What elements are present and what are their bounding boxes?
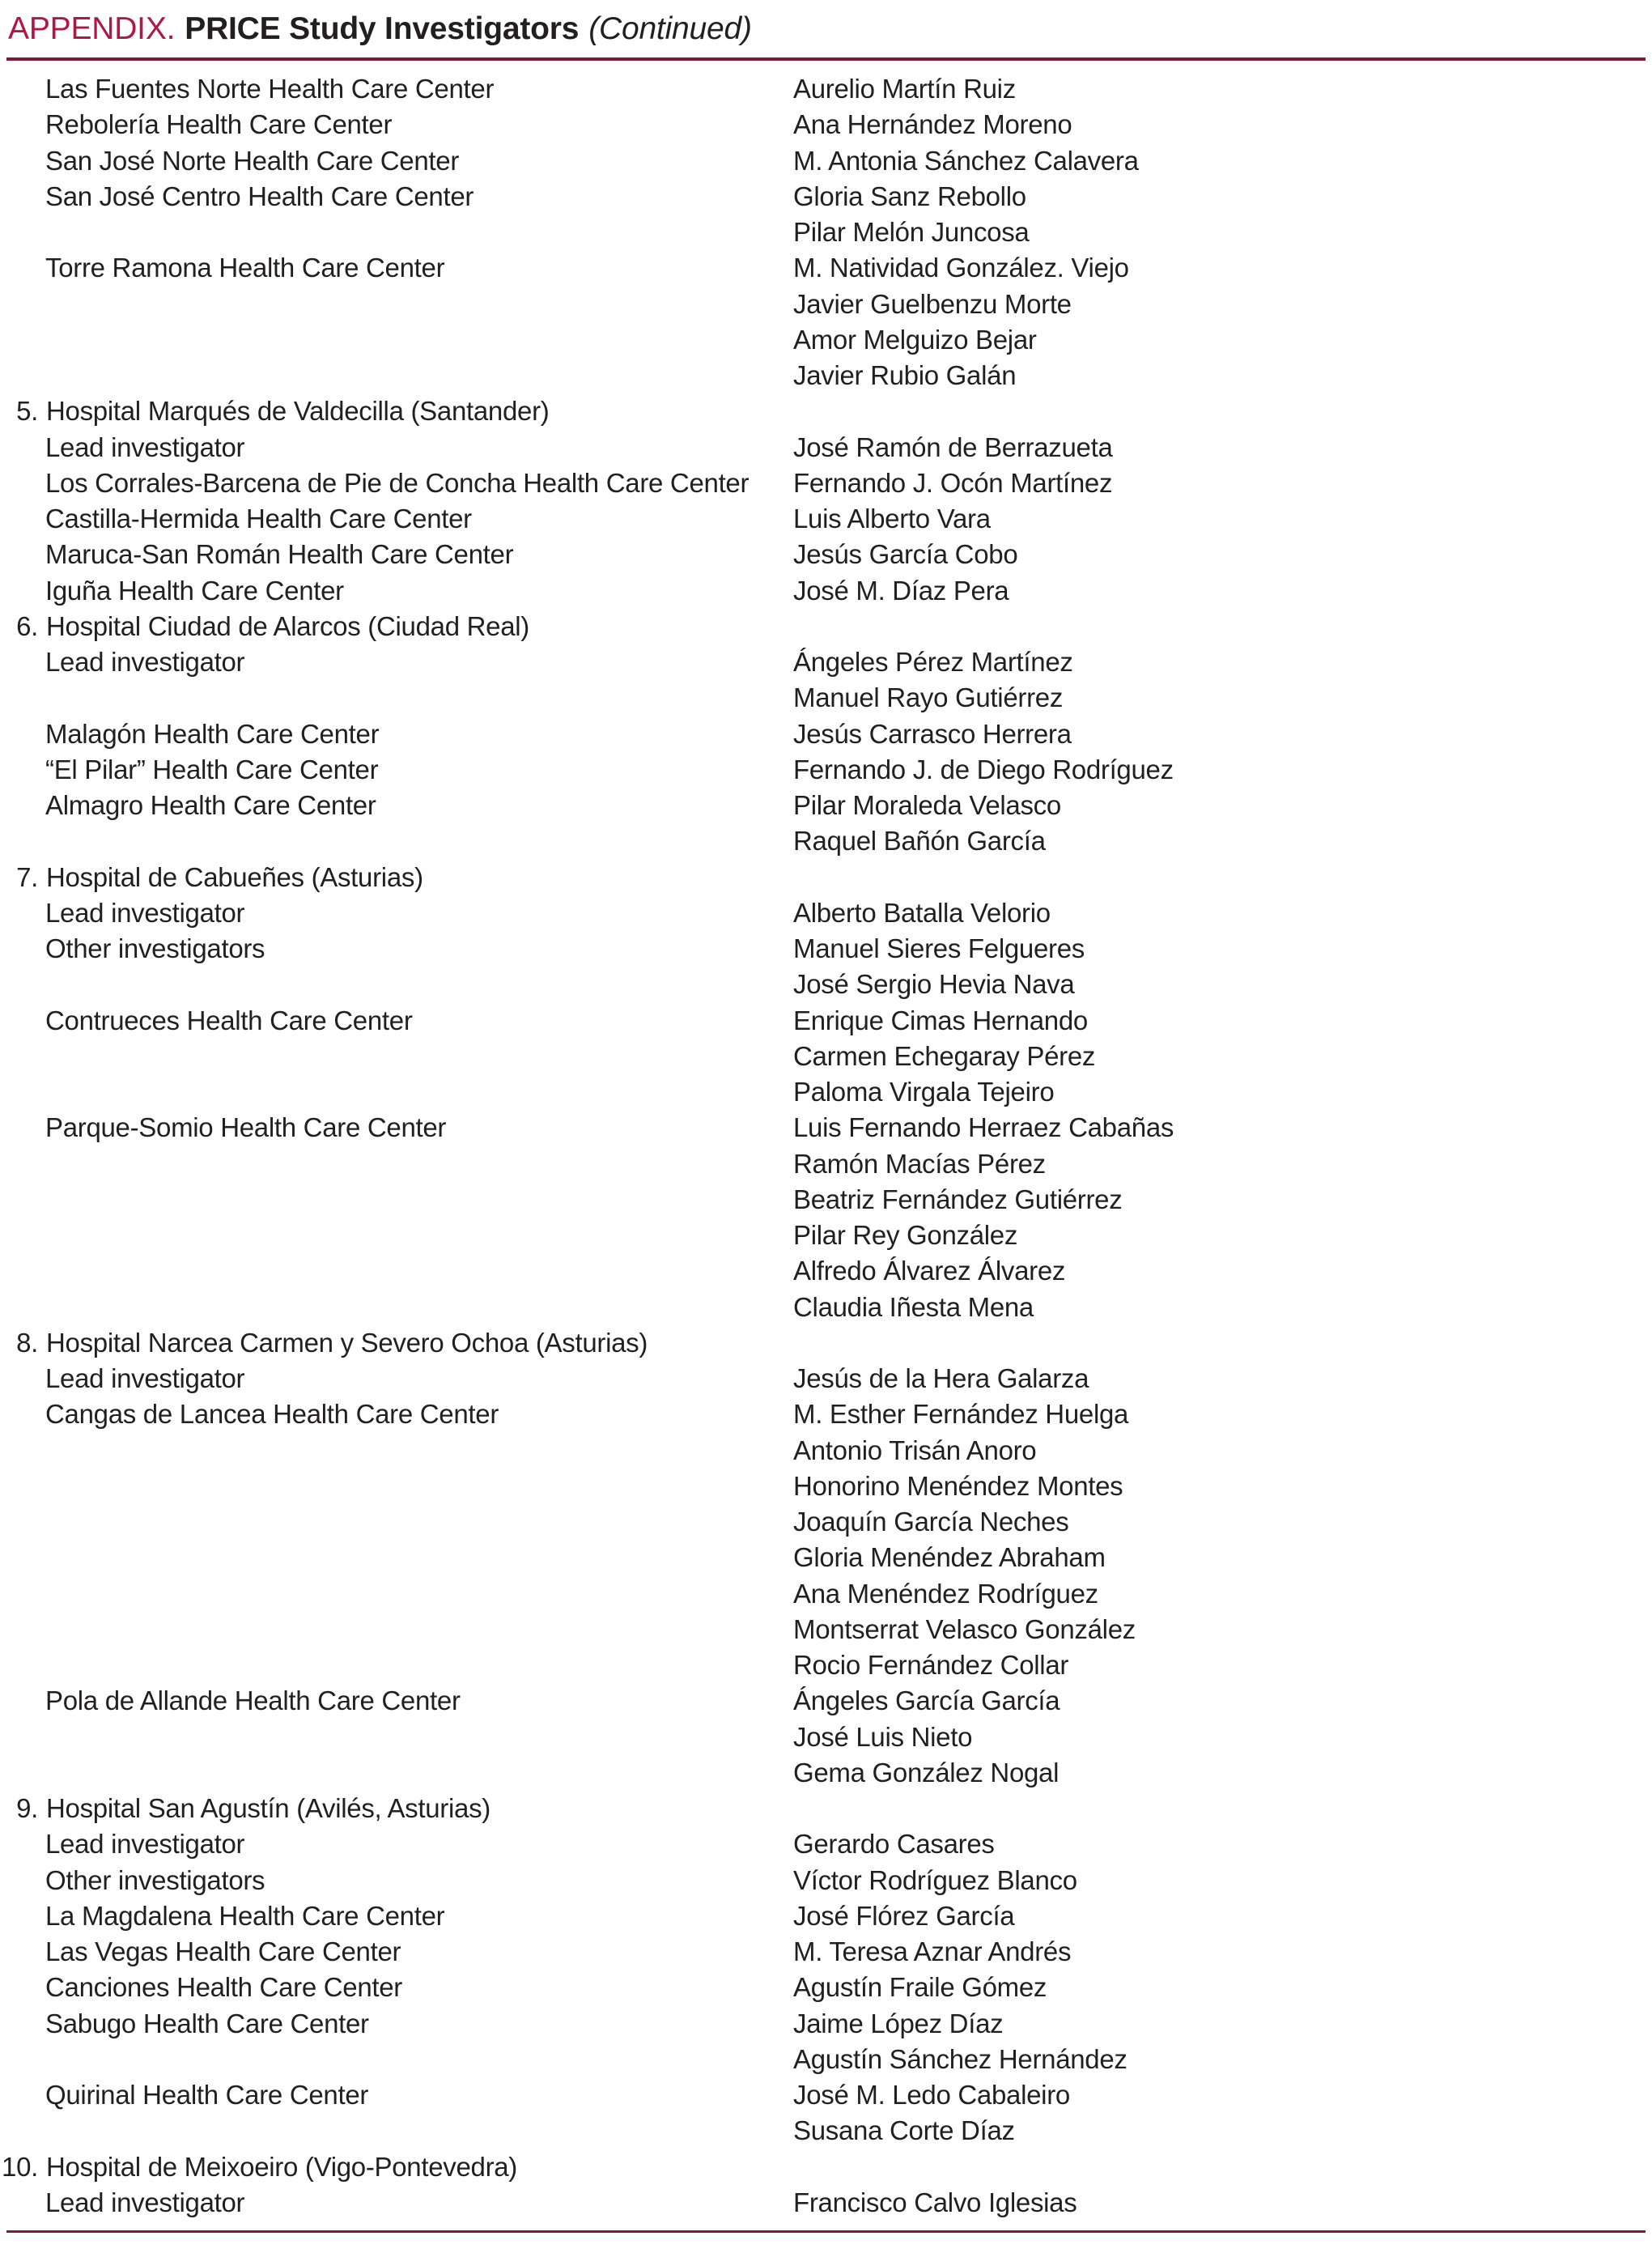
- table-row: [0, 644, 1652, 680]
- center-cell: [0, 2080, 793, 2111]
- table-row: [0, 430, 1652, 465]
- investigator-name: Aurelio Martín Ruiz: [793, 74, 1016, 104]
- section-number: 8.: [16, 1327, 38, 1358]
- center-cell: [0, 504, 793, 534]
- center-label: Sabugo Health Care Center: [45, 2008, 369, 2038]
- table-row: [0, 2149, 1652, 2185]
- center-cell: [0, 253, 793, 283]
- table-row: [0, 1039, 1652, 1074]
- center-cell: [0, 611, 793, 642]
- center-cell: [0, 576, 793, 606]
- table-row: [0, 501, 1652, 537]
- investigator-name: Susana Corte Díaz: [793, 2115, 1015, 2146]
- table-row: [0, 71, 1652, 107]
- table-row: [0, 1791, 1652, 1826]
- table-row: [0, 1074, 1652, 1110]
- center-cell: [0, 181, 793, 212]
- table-row: [0, 680, 1652, 716]
- investigator-name: Amor Melguizo Bejar: [793, 324, 1037, 355]
- table-row: [0, 823, 1652, 859]
- center-label: Lead investigator: [45, 1829, 245, 1860]
- center-label: Lead investigator: [45, 897, 245, 928]
- center-label: Other investigators: [45, 933, 265, 964]
- center-cell: [0, 1901, 793, 1932]
- table-row: [0, 1612, 1652, 1647]
- center-cell: [0, 539, 793, 570]
- appendix-header: [8, 11, 752, 47]
- investigator-name: M. Antonia Sánchez Calavera: [793, 145, 1139, 176]
- table-row: [0, 609, 1652, 644]
- table-row: [0, 716, 1652, 752]
- investigator-name: José Ramón de Berrazueta: [793, 431, 1113, 462]
- center-label: Malagón Health Care Center: [45, 718, 380, 749]
- center-cell: [0, 1865, 793, 1896]
- table-row: [0, 1540, 1652, 1575]
- center-cell: [0, 898, 793, 929]
- table-row: [0, 358, 1652, 393]
- center-cell: [0, 1363, 793, 1394]
- investigator-name: Ana Hernández Moreno: [793, 109, 1072, 140]
- investigator-name: Joaquín García Neches: [793, 1507, 1069, 1537]
- table-row: [0, 1504, 1652, 1540]
- investigator-name: Agustín Fraile Gómez: [793, 1972, 1047, 2003]
- center-cell: [0, 647, 793, 678]
- center-cell: [0, 862, 793, 893]
- center-cell: [0, 1005, 793, 1036]
- center-label: Torre Ramona Health Care Center: [45, 253, 445, 283]
- center-label: San José Norte Health Care Center: [45, 145, 460, 176]
- center-cell: [0, 2187, 793, 2218]
- investigator-name: Luis Alberto Vara: [793, 504, 991, 534]
- investigator-name: Enrique Cimas Hernando: [793, 1005, 1088, 1035]
- table-row: [0, 1934, 1652, 1970]
- center-cell: [0, 468, 793, 499]
- continued-label: (Continued): [588, 11, 752, 46]
- investigator-name: Ángeles Pérez Martínez: [793, 647, 1073, 678]
- investigator-name: Pilar Moraleda Velasco: [793, 790, 1061, 821]
- table-row: [0, 1863, 1652, 1898]
- investigator-name: Víctor Rodríguez Blanco: [793, 1864, 1077, 1895]
- table-row: [0, 1396, 1652, 1432]
- center-cell: [0, 432, 793, 463]
- investigator-name: José M. Díaz Pera: [793, 575, 1009, 606]
- investigator-name: Honorino Menéndez Montes: [793, 1470, 1123, 1501]
- investigator-name: Carmen Echegaray Pérez: [793, 1040, 1096, 1071]
- center-cell: [0, 2009, 793, 2039]
- center-label: Contrueces Health Care Center: [45, 1005, 413, 1035]
- section-number: 5.: [16, 396, 38, 427]
- table-row: [0, 2113, 1652, 2149]
- section-number: 7.: [16, 861, 38, 892]
- table-row: [0, 1469, 1652, 1504]
- center-label: “El Pilar” Health Care Center: [45, 754, 379, 784]
- investigator-name: Montserrat Velasco González: [793, 1613, 1136, 1644]
- investigator-name: Pilar Melón Juncosa: [793, 217, 1030, 248]
- table-row: [0, 1182, 1652, 1218]
- table-row: [0, 788, 1652, 823]
- investigator-name: Ana Menéndez Rodríguez: [793, 1578, 1098, 1609]
- investigator-name: M. Esther Fernández Huelga: [793, 1399, 1129, 1430]
- appendix-label: APPENDIX.: [8, 11, 176, 46]
- investigator-name: Claudia Iñesta Mena: [793, 1291, 1034, 1322]
- table-row: [0, 1576, 1652, 1612]
- center-cell: [0, 1793, 793, 1824]
- investigator-name: José Flórez García: [793, 1900, 1015, 1931]
- section-number: 10.: [2, 2151, 38, 2182]
- investigator-name: Ángeles García García: [793, 1685, 1060, 1716]
- center-cell: [0, 1112, 793, 1143]
- table-row: [0, 537, 1652, 572]
- investigator-name: Alfredo Álvarez Álvarez: [793, 1256, 1066, 1286]
- center-label: Hospital de Cabueñes (Asturias): [46, 861, 423, 892]
- center-label: Lead investigator: [45, 2187, 245, 2217]
- center-label: Hospital Narcea Carmen y Severo Ochoa (Asturias): [46, 1327, 648, 1358]
- investigator-name: Manuel Rayo Gutiérrez: [793, 682, 1064, 713]
- investigator-name: José Sergio Hevia Nava: [793, 969, 1075, 1000]
- investigator-name: Luis Fernando Herraez Cabañas: [793, 1112, 1174, 1143]
- investigator-name: José M. Ledo Cabaleiro: [793, 2080, 1070, 2111]
- table-row: [0, 2042, 1652, 2077]
- investigator-name: José Luis Nieto: [793, 1721, 973, 1752]
- center-label: Other investigators: [45, 1864, 265, 1895]
- investigator-name: Gloria Sanz Rebollo: [793, 181, 1026, 211]
- center-cell: [0, 146, 793, 176]
- center-cell: [0, 1399, 793, 1430]
- center-cell: [0, 1936, 793, 1967]
- center-cell: [0, 1829, 793, 1860]
- table-row: [0, 250, 1652, 286]
- table-row: [0, 967, 1652, 1002]
- table-row: [0, 465, 1652, 501]
- page-title: PRICE Study Investigators: [185, 11, 580, 46]
- investigator-name: M. Teresa Aznar Andrés: [793, 1936, 1072, 1967]
- investigator-name: Fernando J. Ocón Martínez: [793, 467, 1113, 498]
- table-row: [0, 1433, 1652, 1469]
- table-row: [0, 1898, 1652, 1934]
- investigator-name: Fernando J. de Diego Rodríguez: [793, 754, 1174, 784]
- center-cell: [0, 1328, 793, 1358]
- table-row: [0, 1325, 1652, 1361]
- table-row: [0, 2006, 1652, 2042]
- investigator-name: Agustín Sánchez Hernández: [793, 2043, 1128, 2074]
- top-rule: [6, 57, 1646, 61]
- table-row: [0, 1683, 1652, 1719]
- investigator-name: Beatriz Fernández Gutiérrez: [793, 1184, 1123, 1214]
- center-label: La Magdalena Health Care Center: [45, 1900, 445, 1931]
- section-number: 6.: [16, 610, 38, 641]
- table-row: [0, 1218, 1652, 1253]
- table-row: [0, 1720, 1652, 1755]
- table-row: [0, 573, 1652, 609]
- table-row: [0, 1647, 1652, 1683]
- investigator-name: Manuel Sieres Felgueres: [793, 933, 1085, 964]
- center-label: Hospital Marqués de Valdecilla (Santander): [46, 396, 550, 427]
- center-label: Cangas de Lancea Health Care Center: [45, 1399, 499, 1430]
- table-row: [0, 1290, 1652, 1325]
- center-label: Hospital de Meixoeiro (Vigo-Pontevedra): [46, 2151, 517, 2182]
- investigator-name: Rocio Fernández Collar: [793, 1650, 1069, 1681]
- table-row: [0, 1970, 1652, 2005]
- table-row: [0, 287, 1652, 322]
- investigator-name: Javier Guelbenzu Morte: [793, 288, 1072, 319]
- center-cell: [0, 790, 793, 821]
- investigator-name: Antonio Trisán Anoro: [793, 1435, 1037, 1465]
- table-row: [0, 2077, 1652, 2113]
- center-label: Las Vegas Health Care Center: [45, 1936, 401, 1967]
- center-label: Almagro Health Care Center: [45, 790, 376, 821]
- table-row: [0, 860, 1652, 895]
- center-cell: [0, 396, 793, 427]
- investigator-name: Pilar Rey González: [793, 1220, 1018, 1251]
- table-row: [0, 1826, 1652, 1862]
- center-cell: [0, 109, 793, 140]
- table-row: [0, 2185, 1652, 2221]
- investigator-name: Javier Rubio Galán: [793, 360, 1017, 391]
- investigator-name: M. Natividad González. Viejo: [793, 253, 1129, 283]
- center-label: Lead investigator: [45, 431, 245, 462]
- table-row: [0, 931, 1652, 967]
- center-label: Iguña Health Care Center: [45, 575, 344, 606]
- table-row: [0, 895, 1652, 931]
- center-label: Lead investigator: [45, 1363, 245, 1394]
- table-row: [0, 215, 1652, 250]
- center-cell: [0, 755, 793, 785]
- center-label: Parque-Somio Health Care Center: [45, 1112, 447, 1143]
- investigator-name: Jesús García Cobo: [793, 539, 1018, 570]
- center-label: Maruca-San Román Health Care Center: [45, 539, 514, 570]
- table-row: [0, 322, 1652, 358]
- section-number: 9.: [16, 1793, 38, 1824]
- investigator-name: Gema González Nogal: [793, 1757, 1060, 1788]
- center-cell: [0, 2152, 793, 2183]
- investigator-name: Ramón Macías Pérez: [793, 1148, 1046, 1179]
- bottom-rule: [6, 2230, 1646, 2233]
- investigator-name: Gloria Menéndez Abraham: [793, 1542, 1106, 1573]
- investigator-name: Jesús Carrasco Herrera: [793, 718, 1072, 749]
- center-label: Hospital San Agustín (Avilés, Asturias): [46, 1793, 491, 1824]
- investigator-name: Alberto Batalla Velorio: [793, 897, 1051, 928]
- investigator-name: Paloma Virgala Tejeiro: [793, 1077, 1055, 1107]
- investigator-name: Raquel Bañón García: [793, 826, 1046, 857]
- center-cell: [0, 74, 793, 104]
- investigator-name: Jaime López Díaz: [793, 2008, 1004, 2038]
- table-row: [0, 1110, 1652, 1146]
- table-row: [0, 1253, 1652, 1289]
- table-row: [0, 1003, 1652, 1039]
- table-row: [0, 107, 1652, 142]
- center-label: Canciones Health Care Center: [45, 1972, 402, 2003]
- center-label: Rebolería Health Care Center: [45, 109, 393, 140]
- center-cell: [0, 719, 793, 750]
- table-row: [0, 179, 1652, 215]
- center-cell: [0, 933, 793, 964]
- center-label: San José Centro Health Care Center: [45, 181, 474, 211]
- investigator-name: Francisco Calvo Iglesias: [793, 2187, 1077, 2217]
- table-row: [0, 1146, 1652, 1182]
- center-label: Pola de Allande Health Care Center: [45, 1685, 461, 1716]
- center-label: Las Fuentes Norte Health Care Center: [45, 74, 495, 104]
- center-label: Quirinal Health Care Center: [45, 2080, 369, 2111]
- table-row: [0, 752, 1652, 788]
- center-cell: [0, 1685, 793, 1716]
- investigator-name: Jesús de la Hera Galarza: [793, 1363, 1089, 1394]
- center-label: Castilla-Hermida Health Care Center: [45, 504, 472, 534]
- center-label: Los Corrales-Barcena de Pie de Concha Health Care Center: [45, 467, 750, 498]
- investigator-table: [0, 71, 1652, 2221]
- center-label: Hospital Ciudad de Alarcos (Ciudad Real): [46, 610, 529, 641]
- table-row: [0, 1361, 1652, 1396]
- table-row: [0, 1755, 1652, 1791]
- investigator-name: Gerardo Casares: [793, 1829, 995, 1860]
- table-row: [0, 143, 1652, 179]
- center-label: Lead investigator: [45, 647, 245, 678]
- center-cell: [0, 1972, 793, 2003]
- table-row: [0, 393, 1652, 429]
